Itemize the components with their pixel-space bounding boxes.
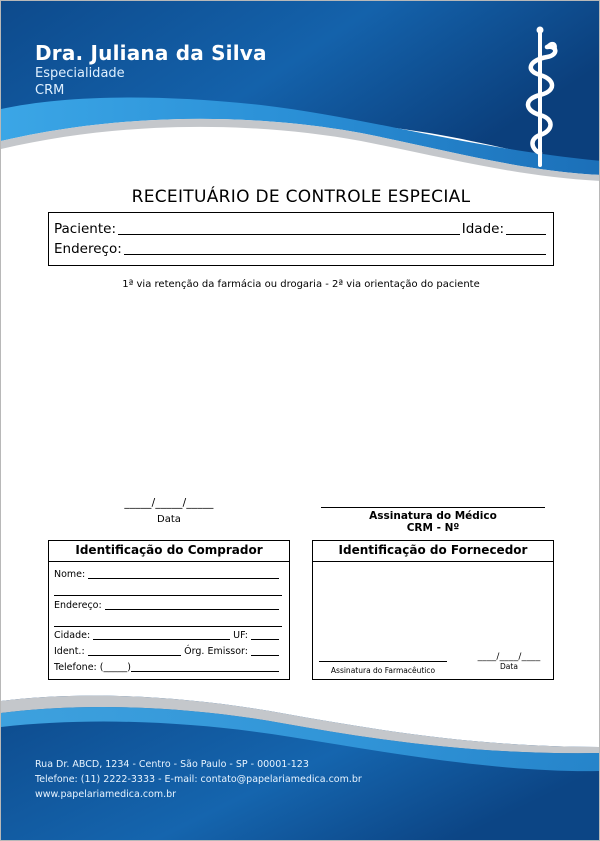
rod-of-asclepius-icon [517,25,563,169]
buyer-phone-row [54,661,282,673]
buyer-name-field[interactable] [88,578,279,579]
buyer-ident-label: Ident.: [54,646,85,657]
date-field[interactable]: _____/_____/_____ [124,497,214,509]
patient-address-label: Endereço: [54,241,122,257]
background-art [1,1,600,841]
document-title: RECEITUÁRIO DE CONTROLE ESPECIAL [131,187,471,207]
doctor-name: Dra. Juliana da Silva [35,41,267,65]
footer-website: www.papelariamedica.com.br [35,789,177,800]
footer [35,757,362,802]
supplier-date-field[interactable]: ____/____/____ [477,652,541,662]
doctor-crm: CRM [35,83,65,98]
buyer-issuer-label: Órg. Emissor: [184,646,248,657]
buyer-name-label: Nome: [54,569,86,580]
buyer-address-extra-line[interactable] [54,626,282,627]
buyer-address-field[interactable] [105,609,279,610]
supplier-title: Identificação do Fornecedor [313,541,553,562]
patient-age-field[interactable] [506,233,546,235]
patient-name-label: Paciente: [54,221,116,237]
buyer-name-row [54,568,282,580]
signature-label: Assinatura do Médico [369,510,497,522]
pharmacist-signature-field[interactable] [319,661,447,662]
buyer-name-extra-line[interactable] [54,595,282,596]
patient-name-field[interactable] [118,233,460,235]
crm-number-label: CRM - Nº [406,522,460,534]
date-label: Data [157,514,181,525]
pharmacist-signature-label: Assinatura do Farmacêutico [330,666,436,675]
buyer-issuer-field[interactable] [251,655,279,656]
patient-age-label: Idade: [461,221,504,237]
buyer-phone-label: Telefone: (_____) [54,662,131,673]
buyer-ident-row [54,645,282,657]
doctor-signature [321,495,545,534]
prescription-date [117,497,221,525]
patient-name-row [54,219,548,237]
buyer-title: Identificação do Comprador [49,541,289,562]
buyer-phone-field[interactable] [131,671,279,672]
supplier-box [312,540,554,680]
buyer-city-field[interactable] [93,639,230,640]
doctor-header [35,41,267,99]
buyer-address-label: Endereço: [54,600,102,611]
buyer-city-label: Cidade: [54,630,91,641]
buyer-address-row [54,599,282,611]
vias-note: 1ª via retenção da farmácia ou drogaria - 2ª via orientação do paciente [122,279,480,290]
footer-address: Rua Dr. ABCD, 1234 - Centro - São Paulo - SP - 00001-123 [35,759,309,770]
signature-field[interactable] [321,495,545,508]
buyer-ident-field[interactable] [88,655,182,656]
footer-contact: Telefone: (11) 2222-3333 - E-mail: contato@papelariamedica.com.br [35,774,362,785]
patient-address-row [54,239,548,257]
pharmacist-signature [319,661,447,675]
patient-box [48,212,554,266]
doctor-specialty: Especialidade [35,66,125,81]
buyer-uf-field[interactable] [251,639,279,640]
buyer-box [48,540,290,680]
supplier-date [470,652,548,671]
buyer-city-row [54,629,282,641]
patient-address-field[interactable] [124,253,546,255]
buyer-uf-label: UF: [233,630,248,641]
supplier-date-label: Data [500,662,518,671]
